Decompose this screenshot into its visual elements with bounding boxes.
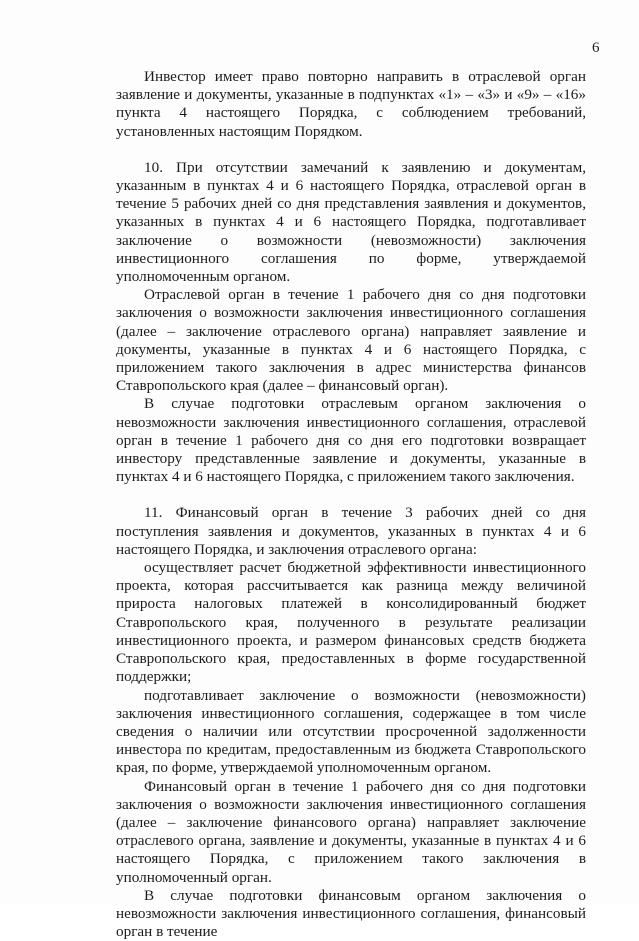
paragraph-financial-conclusion: подготавливает заключение о возможности (невозможности) заключения инвестиционного соглашения, содержащее в том числе сведения о наличии или отсутствии просроченной задолженности инвестора по кредитам, предоставленным из бюджета Ставропольского края, по форме, утверждаемой уполномоченным органом. bbox=[116, 686, 586, 777]
paragraph-sectoral-body-forwarding: Отраслевой орган в течение 1 рабочего дня со дня подготовки заключения о возможности заключения инвестиционного соглашения (далее – заключение отраслевого органа) направляет заявление и документы, указанные в пунктах 4 и 6 настоящего Порядка, с приложением такого заключения в адрес министерства финансов Ставропольского края (далее – финансовый орган). bbox=[116, 286, 586, 395]
paragraph-financial-body-refusal: В случае подготовки финансовым органом заключения о невозможности заключения инвестиционного соглашения, финансовый орган в течение bbox=[116, 886, 586, 941]
paragraph-budget-efficiency: осуществляет расчет бюджетной эффективности инвестиционного проекта, которая рассчитывается как разница между величиной прироста налоговых платежей в консолидированный бюджет Ставропольского края, полученного в результате реализации инвестиционного проекта, и размером финансовых средств бюджета Ставропольского края, предоставленных в форме государственной поддержки; bbox=[116, 559, 586, 686]
paragraph-sectoral-body-refusal: В случае подготовки отраслевым органом заключения о невозможности заключения инвестиционного соглашения, отраслевой орган в течение 1 рабочего дня со дня его подготовки возвращает инвестору представленные заявление и документы, указанные в пунктах 4 и 6 настоящего Порядка, с приложением такого заключения. bbox=[116, 395, 586, 486]
paragraph-item-10: 10. При отсутствии замечаний к заявлению и документам, указанным в пунктах 4 и 6 настоящего Порядка, отраслевой орган в течение 5 рабочих дней со дня представления заявления и документов, указанных в пунктах 4 и 6 настоящего Порядка, подготавливает заключение о возможности (невозможности) заключения инвестиционного соглашения по форме, утверждаемой уполномоченным органом. bbox=[116, 158, 586, 286]
paragraph-financial-body-forwarding: Финансовый орган в течение 1 рабочего дня со дня подготовки заключения о возможности заключения инвестиционного соглашения (далее – заключение финансового органа) направляет заключение отраслевого органа, заявление и документы, указанные в пунктах 4 и 6 настоящего Порядка, с приложением такого заключения в уполномоченный орган. bbox=[116, 777, 586, 886]
page-number: 6 bbox=[592, 40, 600, 56]
document-body bbox=[116, 68, 586, 941]
paragraph-item-11: 11. Финансовый орган в течение 3 рабочих дней со дня поступления заявления и документов, указанных в пунктах 4 и 6 настоящего Порядка, и заключения отраслевого органа: bbox=[116, 504, 586, 558]
paragraph-gap bbox=[116, 141, 586, 159]
paragraph-reapply: Инвестор имеет право повторно направить в отраслевой орган заявление и документы, указанные в подпунктах «1» – «3» и «9» – «16» пункта 4 настоящего Порядка, с соблюдением требований, установленных настоящим Порядком. bbox=[116, 68, 586, 140]
paragraph-gap bbox=[116, 486, 586, 504]
